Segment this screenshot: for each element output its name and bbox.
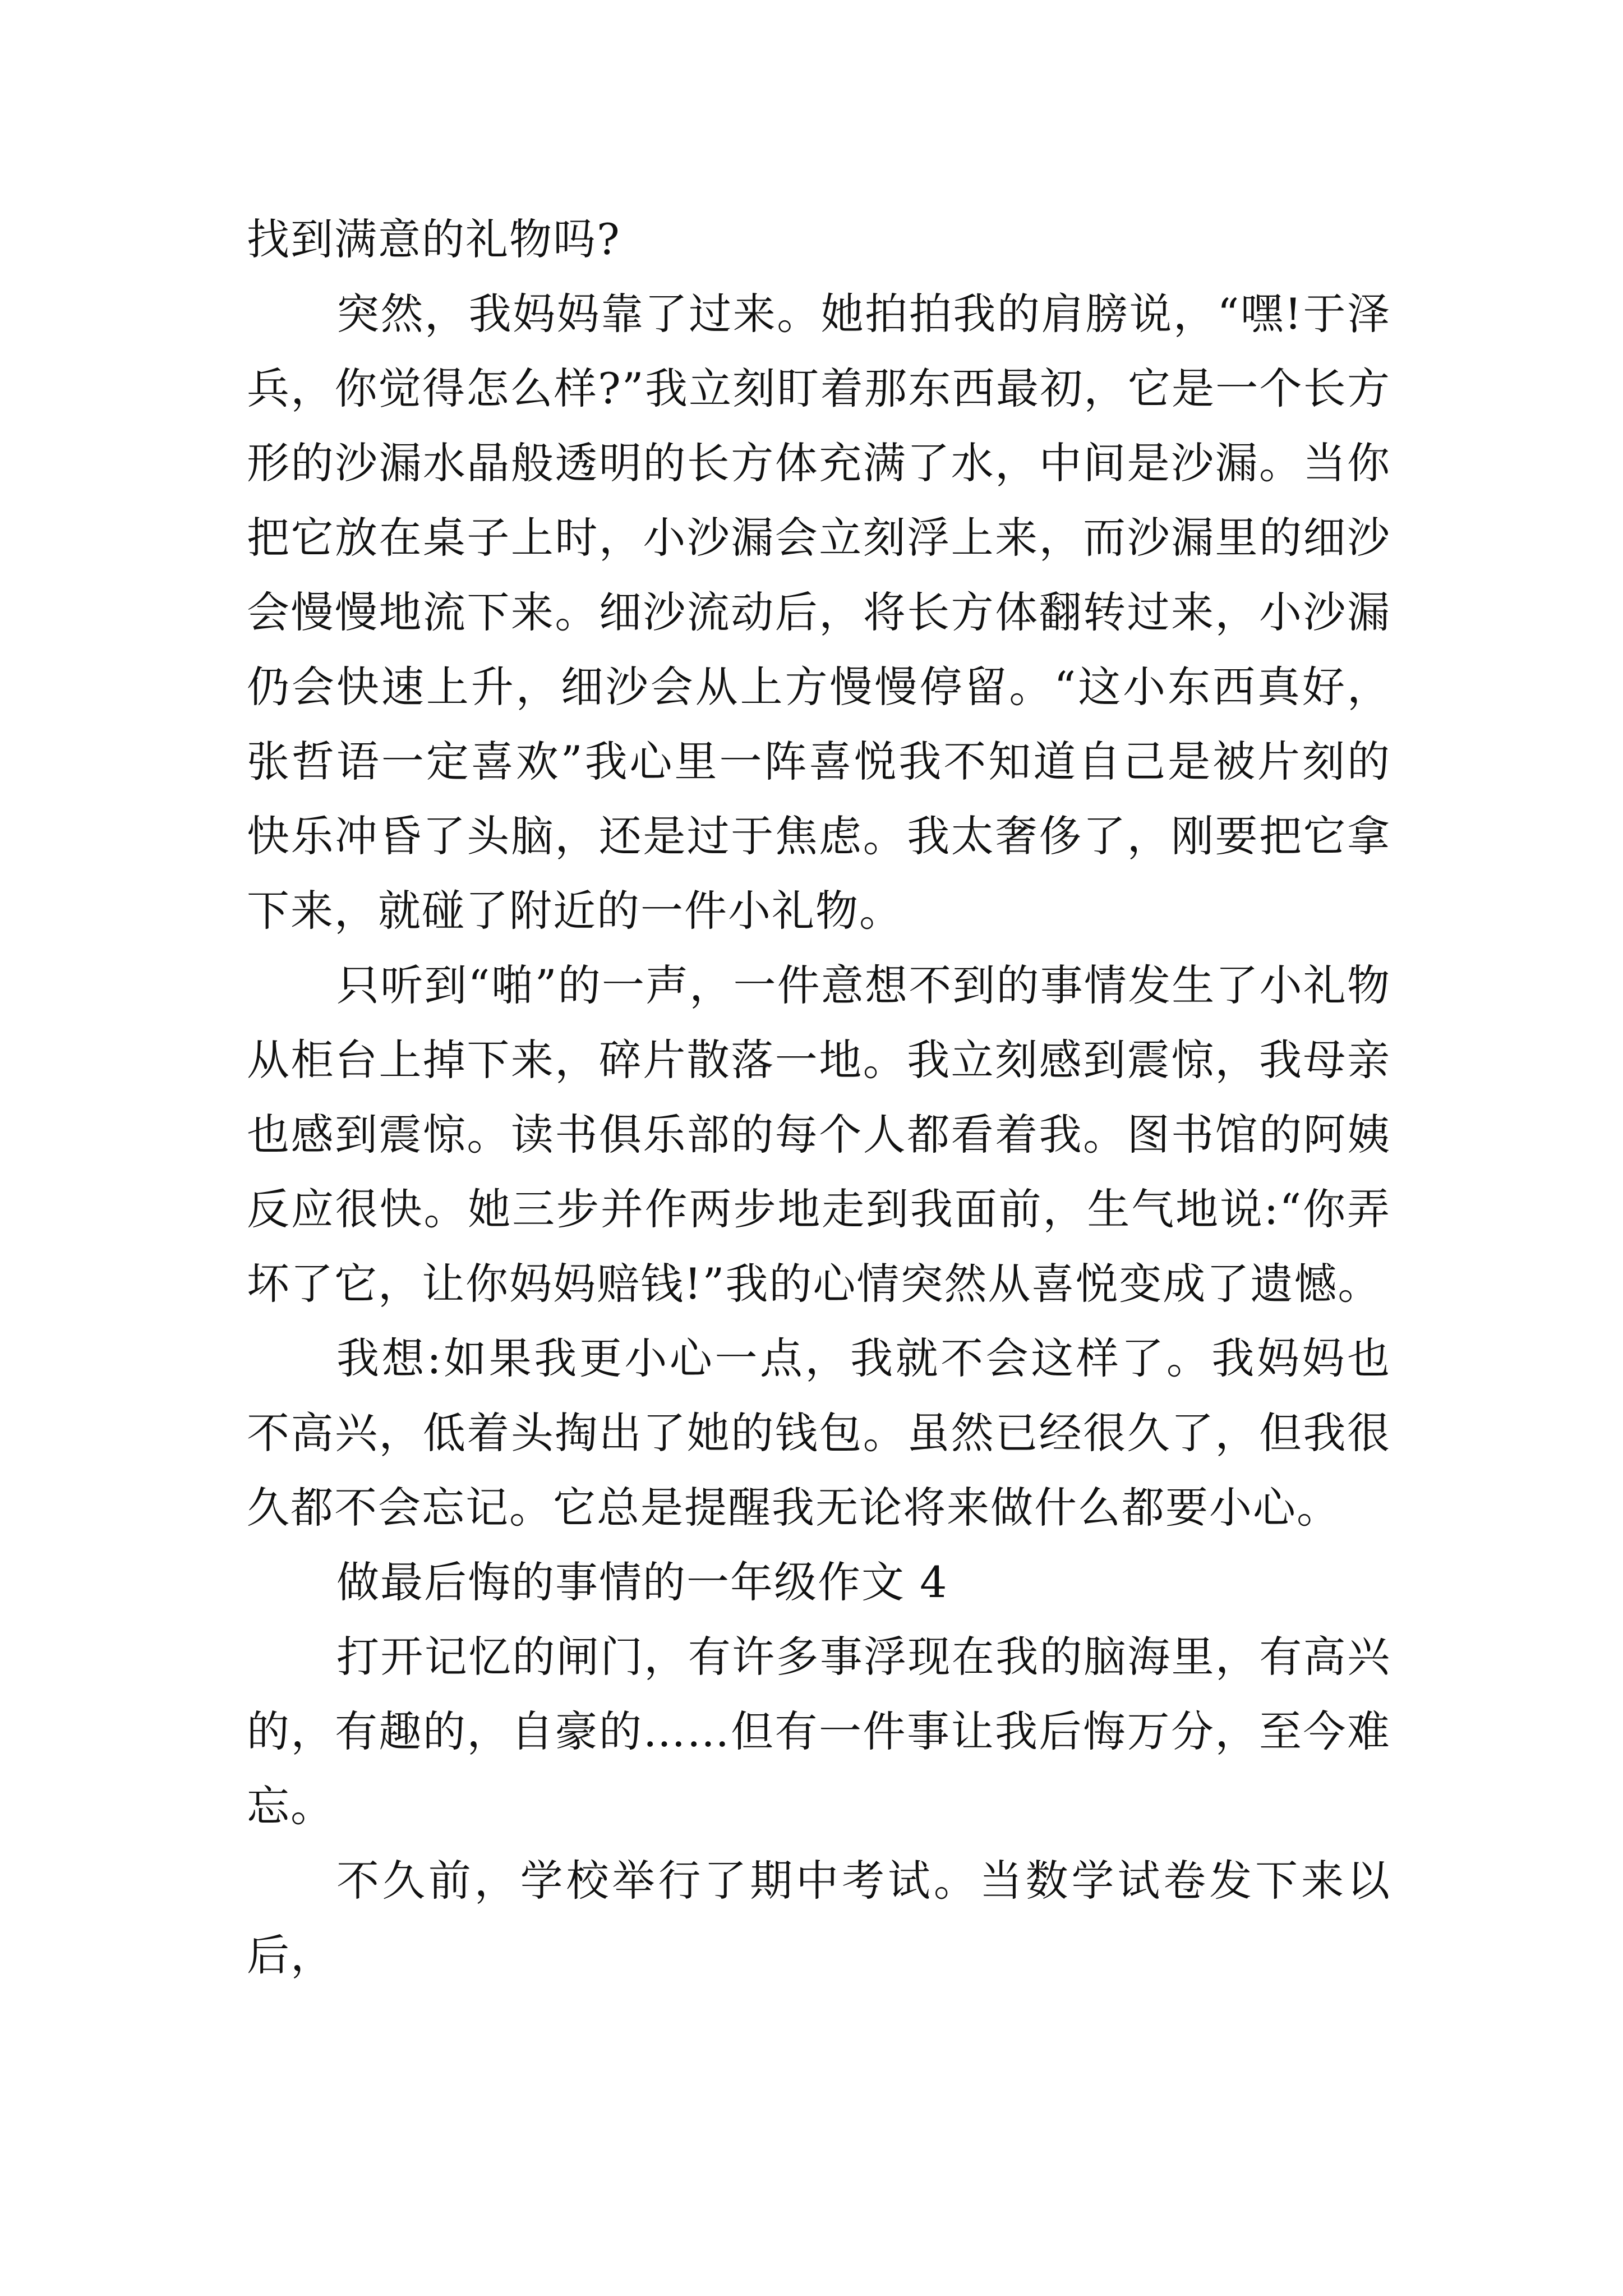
body-text bbox=[247, 202, 1391, 1993]
paragraph-3: 只听到“啪”的一声，一件意想不到的事情发生了小礼物从柜台上掉下来，碎片散落一地。我立刻感到震惊，我母亲也感到震惊。读书俱乐部的每个人都看着我。图书馆的阿姨反应很快。她三步并作两步地走到我面前，生气地说:“你弄坏了它，让你妈妈赔钱!”我的心情突然从喜悦变成了遗憾。 bbox=[247, 960, 1391, 1309]
paragraph-4: 我想:如果我更小心一点，我就不会这样了。我妈妈也不高兴，低着头掏出了她的钱包。虽然已经很久了，但我很久都不会忘记。它总是提醒我无论将来做什么都要小心。 bbox=[247, 1333, 1391, 1533]
paragraph-6: 不久前，学校举行了期中考试。当数学试卷发下来以后， bbox=[247, 1856, 1391, 1980]
paragraph-1: 找到满意的礼物吗? bbox=[247, 214, 621, 264]
paragraph-2: 突然，我妈妈靠了过来。她拍拍我的肩膀说，“嘿!于泽兵，你觉得怎么样?”我立刻盯着那东西最初，它是一个长方形的沙漏水晶般透明的长方体充满了水，中间是沙漏。当你把它放在桌子上时，小沙漏会立刻浮上来，而沙漏里的细沙会慢慢地流下来。细沙流动后，将长方体翻转过来，小沙漏仍会快速上升，细沙会从上方慢慢停留。“这小东西真好，张哲语一定喜欢”我心里一阵喜悦我不知道自己是被片刻的快乐冲昏了头脑，还是过于焦虑。我太奢侈了，刚要把它拿下来，就碰了附近的一件小礼物。 bbox=[247, 289, 1391, 936]
section-heading: 做最后悔的事情的一年级作文 4 bbox=[336, 1557, 948, 1607]
paragraph-5: 打开记忆的闸门，有许多事浮现在我的脑海里，有高兴的，有趣的，自豪的……但有一件事让我后悔万分，至今难忘。 bbox=[247, 1632, 1391, 1831]
